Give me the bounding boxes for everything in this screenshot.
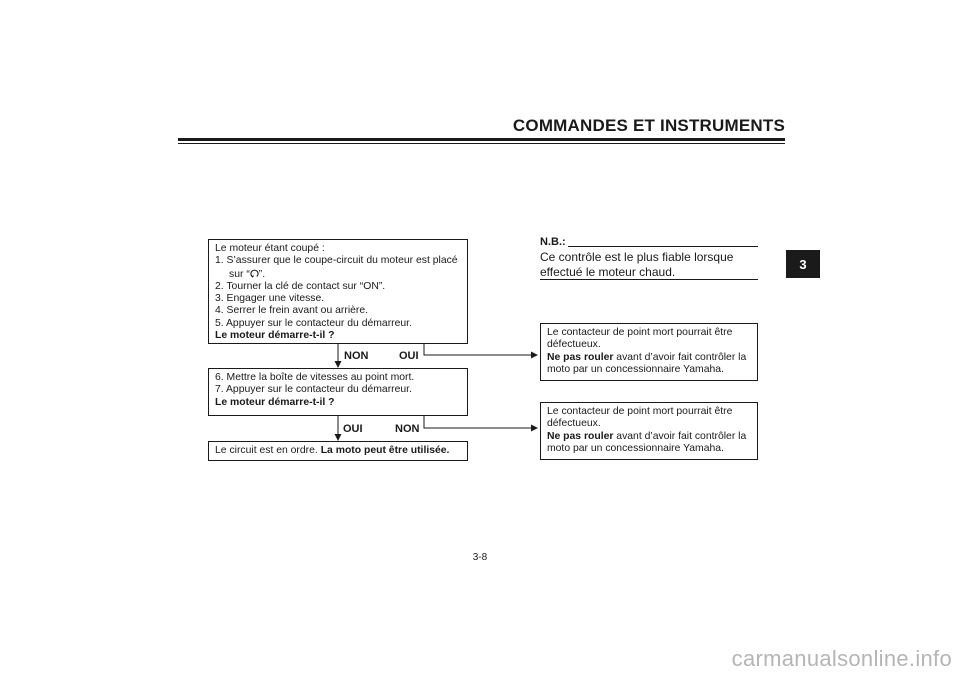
step1-line-2: 2. Tourner la clé de contact sur “ON”.	[215, 280, 386, 292]
result-fault-2-box	[540, 402, 758, 460]
fault1-bold: Ne pas rouler	[547, 351, 614, 363]
fault1-line-1: Le contacteur de point mort pourrait être	[547, 327, 733, 338]
note-rule-top	[568, 246, 758, 247]
connector-step2-right	[424, 416, 533, 428]
step2-yes-label: OUI	[343, 423, 363, 435]
fault2-bold: Ne pas rouler	[547, 430, 614, 442]
chapter-tab: 3	[786, 250, 820, 278]
step2-question: Le moteur démarre-t-il ?	[215, 396, 335, 408]
step1-no-label: NON	[344, 350, 369, 362]
step1-line-1b-suffix: ”.	[258, 268, 266, 280]
page-number: 3-8	[472, 552, 488, 563]
step2-box	[208, 368, 468, 416]
note-title: N.B.:	[540, 236, 566, 248]
result-ok-bold: La moto peut être utilisée.	[320, 445, 450, 456]
step2-line-1: 7. Appuyer sur le contacteur du démarreur.	[215, 384, 412, 396]
step1-line-1b-prefix: sur “	[229, 268, 250, 280]
step1-line-3: 3. Engager une vitesse.	[215, 293, 325, 305]
note-line-1: Ce contrôle est le plus fiable lorsque	[540, 250, 734, 264]
result-fault-1-box	[540, 323, 758, 381]
arrowhead-step1-down	[335, 361, 342, 368]
note-line-2: effectué le moteur chaud.	[540, 264, 676, 279]
note-text	[540, 250, 733, 279]
fault1-line-2: défectueux.	[547, 339, 601, 351]
step1-line-0: Le moteur étant coupé :	[215, 243, 325, 254]
arrowhead-step2-right	[531, 425, 538, 432]
chapter-title: COMMANDES ET INSTRUMENTS	[512, 116, 785, 135]
step1-line-4: 4. Serrer le frein avant ou arrière.	[215, 305, 369, 317]
step1-question: Le moteur démarre-t-il ?	[215, 330, 335, 342]
fault2-line-1: Le contacteur de point mort pourrait être	[547, 406, 733, 417]
watermark: carmanualsonline.info	[731, 646, 952, 671]
step1-line-5: 5. Appuyer sur le contacteur du démarreur.	[215, 317, 412, 329]
arrowhead-step2-down	[335, 434, 342, 441]
step1-line-1b	[215, 268, 461, 281]
step2-line-0: 6. Mettre la boîte de vitesses au point mort.	[215, 372, 415, 383]
step1-yes-label: OUI	[399, 350, 419, 362]
result-ok-box	[208, 441, 468, 461]
connector-step1-right	[424, 344, 533, 355]
note-rule-bottom	[540, 279, 758, 280]
step1-box	[208, 239, 468, 344]
step2-no-label: NON	[395, 423, 420, 435]
engine-run-icon	[250, 268, 259, 278]
step1-line-1: 1. S’assurer que le coupe-circuit du moteur est placé	[215, 255, 458, 267]
arrowhead-step1-right	[531, 352, 538, 359]
fault2-line-3: avant d’avoir fait contrôler la	[613, 430, 747, 442]
result-ok-text: Le circuit est en ordre.	[215, 445, 321, 456]
fault1-line-3: avant d’avoir fait contrôler la	[613, 351, 747, 363]
fault2-line-2: défectueux.	[547, 418, 601, 430]
fault2-line-4: moto par un concessionnaire Yamaha.	[547, 442, 724, 454]
fault1-line-4: moto par un concessionnaire Yamaha.	[547, 363, 724, 375]
